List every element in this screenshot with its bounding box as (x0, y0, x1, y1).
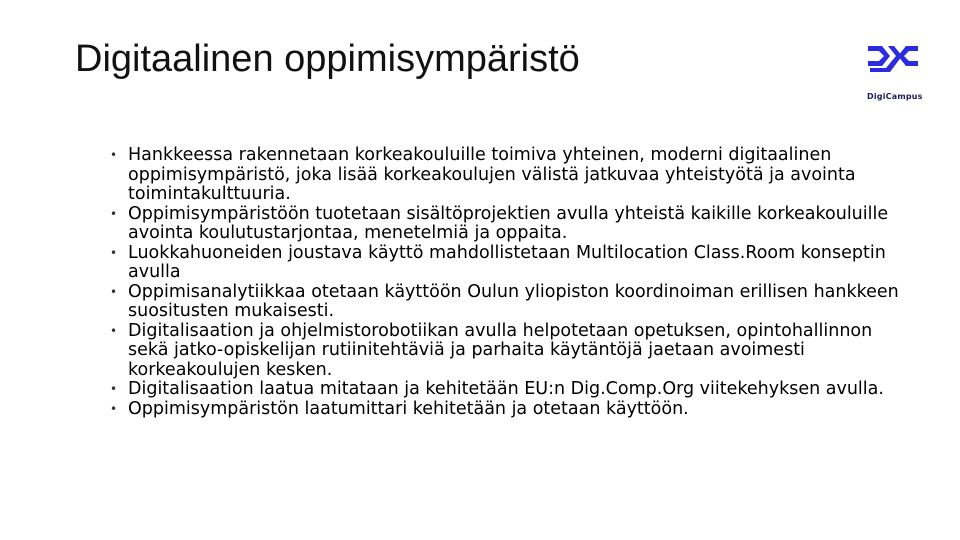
bullet-marker: • (110, 323, 118, 338)
bullet-text: Digitalisaation ja ohjelmistorobotiikan avulla helpotetaan opetuksen, opintohallinnon sekä jatko-opiskelijan rutiinitehtäviä ja parhaita käytäntöjä jaetaan avoimesti korkeakoulujen kesken. (128, 320, 873, 380)
bullet-text: Oppimisympäristön laatumittari kehitetään ja otetaan käyttöön. (128, 398, 689, 419)
slide-title: Digitaalinen oppimisympäristö (75, 38, 580, 80)
bullet-marker: • (110, 382, 118, 396)
bullet-marker: • (110, 148, 118, 162)
bullet-text: Oppimisympäristöön tuotetaan sisältöprojektien avulla yhteistä kaikille korkeakouluille avointa koulutustarjontaa, menetelmiä ja oppaita. (128, 203, 889, 243)
bullet-text: Hankkeessa rakennetaan korkeakouluille toimiva yhteinen, moderni digitaalinen oppimisympäristö, joka lisää korkeakoulujen välistä jatkuvaa yhteistyötä ja avointa toimintakulttuuria. (128, 145, 856, 204)
bullet-item (110, 244, 900, 283)
bullet-text: Digitalisaation laatua mitataan ja kehitetään EU:n Dig.Comp.Org viitekehyksen avulla. (128, 379, 884, 399)
bullet-item (110, 283, 900, 322)
bullet-marker: • (110, 284, 118, 299)
logo-text: DigiCampus (867, 92, 923, 101)
bullet-list (110, 146, 900, 419)
bullet-item (110, 380, 900, 400)
bullet-text: Oppimisanalytiikkaa otetaan käyttöön Oulun yliopiston koordinoiman erillisen hankkeen suositusten mukaisesti. (128, 281, 899, 321)
bullet-item (110, 205, 900, 244)
bullet-item (110, 322, 900, 381)
bullet-item (110, 400, 900, 420)
bullet-marker: • (110, 245, 118, 260)
bullet-item (110, 146, 900, 205)
bullet-text: Luokkahuoneiden joustava käyttö mahdollistetaan Multilocation Class.Room konseptin avulla (128, 242, 886, 282)
bullet-marker: • (110, 206, 118, 221)
digicampus-logo (862, 42, 924, 104)
bullet-marker: • (110, 401, 118, 416)
digicampus-logo-icon (866, 42, 920, 82)
